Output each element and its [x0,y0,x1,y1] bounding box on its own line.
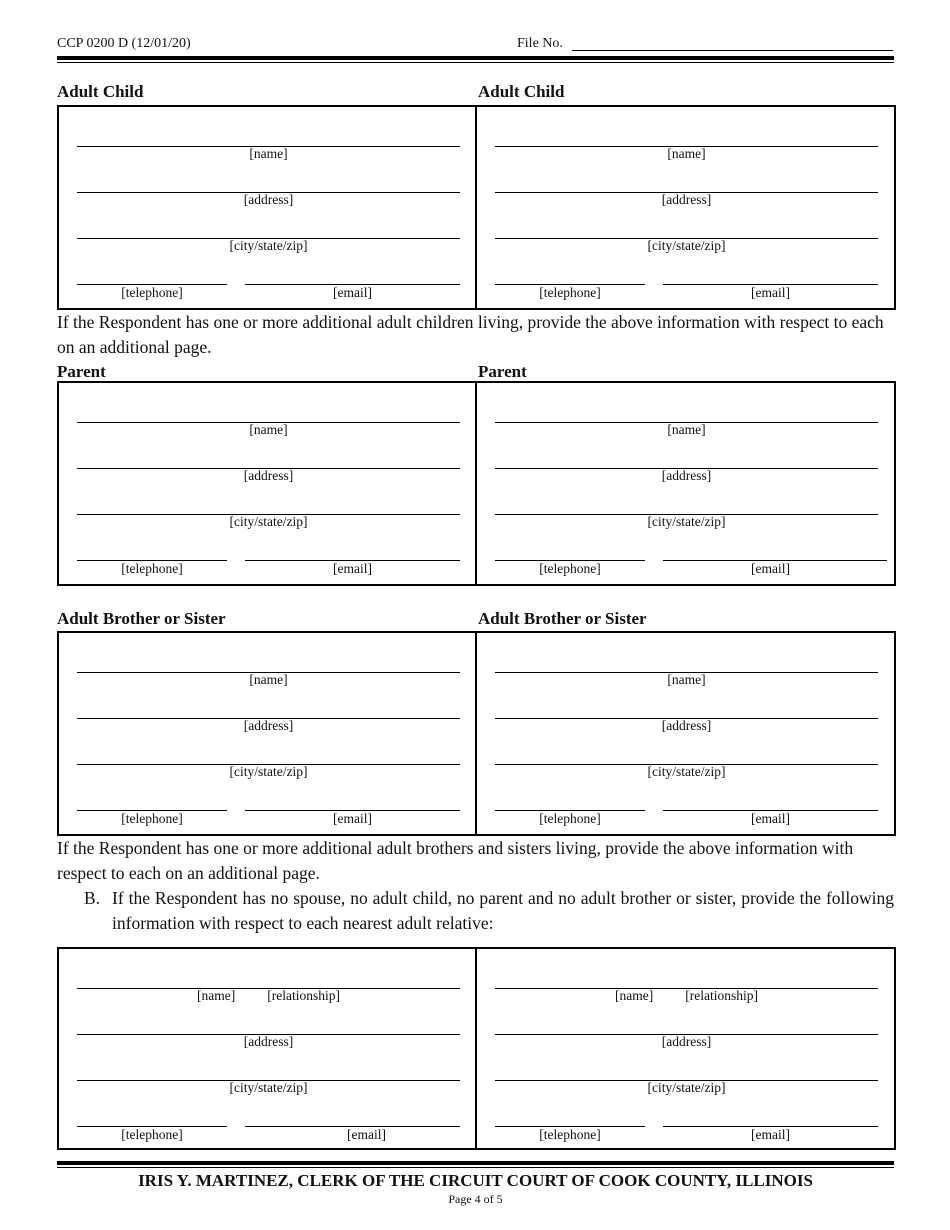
adult-child-entry-2 [477,107,893,308]
parent-title-left: Parent [57,362,106,381]
email-label: [email] [333,561,372,576]
city-state-zip-label: [city/state/zip] [229,514,308,529]
name-label: [name] [249,146,288,161]
page-number: Page 4 of 5 [448,1192,503,1206]
telephone-label: [telephone] [539,561,601,576]
city-state-zip-label: [city/state/zip] [647,764,726,779]
relative-entry-2 [477,949,893,1148]
header-rule-thick [57,56,894,60]
relationship-label: [relationship] [685,988,758,1003]
parent-box [57,381,896,586]
clerk-footer: IRIS Y. MARTINEZ, CLERK OF THE CIRCUIT COURT OF COOK COUNTY, ILLINOIS [138,1171,813,1190]
city-state-zip-label: [city/state/zip] [647,514,726,529]
name-label: [name] [667,672,706,687]
relative-entry-1 [59,949,475,1148]
file-number-label: File No. [517,36,563,51]
telephone-label: [telephone] [121,285,183,300]
sibling-title-right: Adult Brother or Sister [478,609,647,628]
address-label: [address] [661,1034,712,1049]
email-label: [email] [751,1127,790,1142]
email-label: [email] [751,811,790,826]
city-state-zip-label: [city/state/zip] [229,1080,308,1095]
parent-entry-2 [477,383,893,584]
item-b-text: If the Respondent has no spouse, no adult child, no parent and no adult brother or sister, provide the following information with respect to each nearest adult relative: [112,888,894,933]
name-label: [name] [249,672,288,687]
header-rule-thin [57,62,894,63]
item-b-marker: B. [84,888,101,908]
email-label: [email] [333,811,372,826]
address-label: [address] [661,192,712,207]
email-label: [email] [333,285,372,300]
address-label: [address] [243,718,294,733]
city-state-zip-label: [city/state/zip] [229,764,308,779]
parent-entry-1 [59,383,475,584]
footer-rule-thick [57,1161,894,1165]
city-state-zip-label: [city/state/zip] [647,238,726,253]
adult-child-title-right: Adult Child [478,82,565,101]
adult-child-title-left: Adult Child [57,82,144,101]
name-label: [name] [197,988,236,1003]
sibling-title-left: Adult Brother or Sister [57,609,226,628]
item-b [84,886,894,936]
additional-children-note: If the Respondent has one or more additional adult children living, provide the above information with respect to each on an additional page. [57,312,884,357]
email-label: [email] [751,285,790,300]
additional-siblings-note: If the Respondent has one or more additional adult brothers and sisters living, provide the above information with respect to each on an additional page. [57,838,854,883]
name-relationship-labels [495,988,878,1004]
name-relationship-labels [77,988,460,1004]
email-label: [email] [751,561,790,576]
city-state-zip-label: [city/state/zip] [647,1080,726,1095]
address-label: [address] [661,718,712,733]
parent-title-right: Parent [478,362,527,381]
name-label: [name] [249,422,288,437]
address-label: [address] [661,468,712,483]
adult-child-entry-1 [59,107,475,308]
footer-rule-thin [57,1167,894,1168]
address-label: [address] [243,1034,294,1049]
relative-box [57,947,896,1150]
telephone-label: [telephone] [121,811,183,826]
city-state-zip-label: [city/state/zip] [229,238,308,253]
email-label: [email] [347,1127,386,1142]
file-number-field[interactable] [572,50,893,51]
address-label: [address] [243,468,294,483]
relationship-label: [relationship] [267,988,340,1003]
form-id: CCP 0200 D (12/01/20) [57,36,191,51]
sibling-entry-2 [477,633,893,834]
telephone-label: [telephone] [539,285,601,300]
adult-child-box [57,105,896,310]
telephone-label: [telephone] [539,1127,601,1142]
name-label: [name] [667,422,706,437]
sibling-box [57,631,896,836]
telephone-label: [telephone] [539,811,601,826]
name-label: [name] [615,988,654,1003]
address-label: [address] [243,192,294,207]
telephone-label: [telephone] [121,561,183,576]
telephone-label: [telephone] [121,1127,183,1142]
sibling-entry-1 [59,633,475,834]
name-label: [name] [667,146,706,161]
